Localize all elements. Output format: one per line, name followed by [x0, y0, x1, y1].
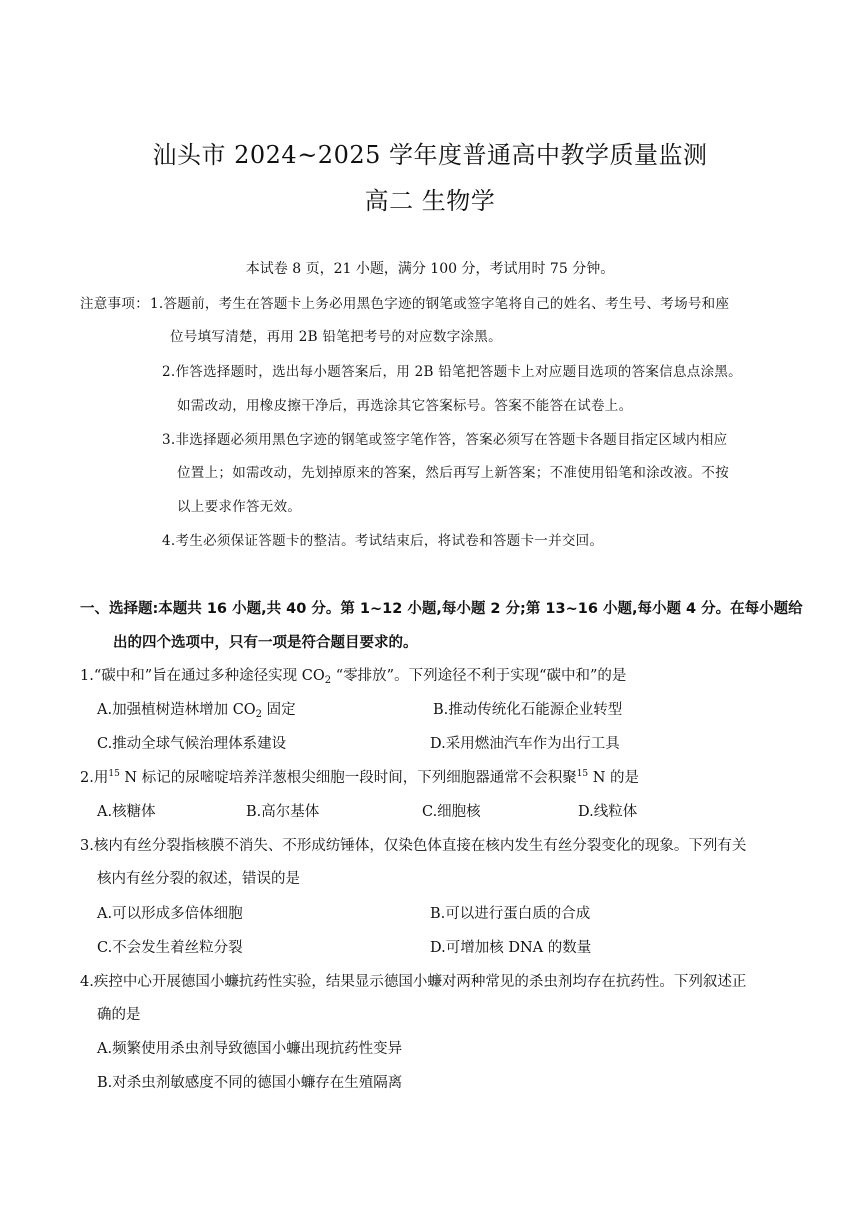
- question-2-option-b: B.高尔基体: [246, 804, 320, 820]
- question-2-option-d: D.线粒体: [578, 804, 638, 820]
- exam-title: 汕头市 2024~2025 学年度普通高中教学质量监测: [152, 141, 708, 169]
- question-3-option-a: A.可以形成多倍体细胞: [97, 906, 243, 922]
- question-1-stem: 1.“碳中和”旨在通过多种途径实现 $CO_2$ “零排放”。下列途径不利于实现“碳中和”的是: [80, 668, 627, 686]
- question-2-stem: 2.用$^{15}$ N 标记的尿嘧啶培养洋葱根尖细胞一段时间，下列细胞器通常不会积聚$^{15}$ N 的是: [80, 769, 640, 786]
- notice-item: 位号填写清楚，再用 2B 铅笔把考号的对应数字涂黑。: [170, 329, 502, 345]
- notice-item: 如需改动，用橡皮擦干净后，再选涂其它答案标号。答案不能答在试卷上。: [177, 398, 633, 414]
- question-4-option-a: A.频繁使用杀虫剂导致德国小蠊出现抗药性变异: [97, 1041, 403, 1057]
- question-3-stem: 3.核内有丝分裂指核膜不消失、不形成纺锤体，仅染色体直接在核内发生有丝分裂变化的现象。下列有关: [80, 838, 747, 854]
- notice-item: 2.作答选择题时，选出每小题答案后，用 2B 铅笔把答题卡上对应题目选项的答案信息点涂黑。: [162, 364, 742, 380]
- section-heading: 一、选择题:本题共 16 小题,共 40 分。第 1~12 小题,每小题 2 分;第 13~16 小题,每小题 4 分。在每小题给: [80, 601, 803, 617]
- notice-item: 位置上；如需改动，先划掉原来的答案，然后再写上新答案；不准使用铅笔和涂改液。不按: [177, 465, 729, 481]
- question-4-stem: 4.疾控中心开展德国小蠊抗药性实验，结果显示德国小蠊对两种常见的杀虫剂均存在抗药性。下列叙述正: [80, 974, 747, 990]
- notice-item: 4.考生必须保证答题卡的整洁。考试结束后，将试卷和答题卡一并交回。: [162, 533, 604, 549]
- question-4-option-b: B.对杀虫剂敏感度不同的德国小蠊存在生殖隔离: [97, 1075, 403, 1091]
- question-2-option-a: A.核糖体: [97, 804, 156, 820]
- notice-item: 以上要求作答无效。: [177, 499, 302, 515]
- question-3-option-d: D.可增加核 DNA 的数量: [430, 940, 592, 956]
- question-1-option-a: A.加强植树造林增加 $CO_2$ 固定: [97, 702, 296, 720]
- section-heading-cont: 出的四个选项中，只有一项是符合题目要求的。: [113, 635, 418, 651]
- notice-item: 3.非选择题必须用黑色字迹的钢笔或签字笔作答，答案必须写在答题卡各题目指定区域内相应: [162, 432, 728, 448]
- question-3-option-b: B.可以进行蛋白质的合成: [430, 906, 591, 922]
- question-1-option-c: C.推动全球气候治理体系建设: [97, 736, 287, 752]
- question-1-option-b: B.推动传统化石能源企业转型: [433, 702, 623, 718]
- question-3-option-c: C.不会发生着丝粒分裂: [97, 940, 243, 956]
- notice-label: 注意事项：: [80, 296, 149, 312]
- notice-item: 1.答题前，考生在答题卡上务必用黑色字迹的钢笔或签字笔将自己的姓名、考生号、考场号和座: [150, 296, 730, 312]
- question-3-stem-cont: 核内有丝分裂的叙述，错误的是: [97, 871, 300, 887]
- question-4-stem-cont: 确的是: [97, 1007, 141, 1023]
- exam-info: 本试卷 8 页，21 小题，满分 100 分，考试用时 75 分钟。: [245, 261, 615, 277]
- question-1-option-d: D.采用燃油汽车作为出行工具: [430, 736, 620, 752]
- exam-subtitle: 高二 生物学: [364, 187, 496, 215]
- question-2-option-c: C.细胞核: [422, 804, 481, 820]
